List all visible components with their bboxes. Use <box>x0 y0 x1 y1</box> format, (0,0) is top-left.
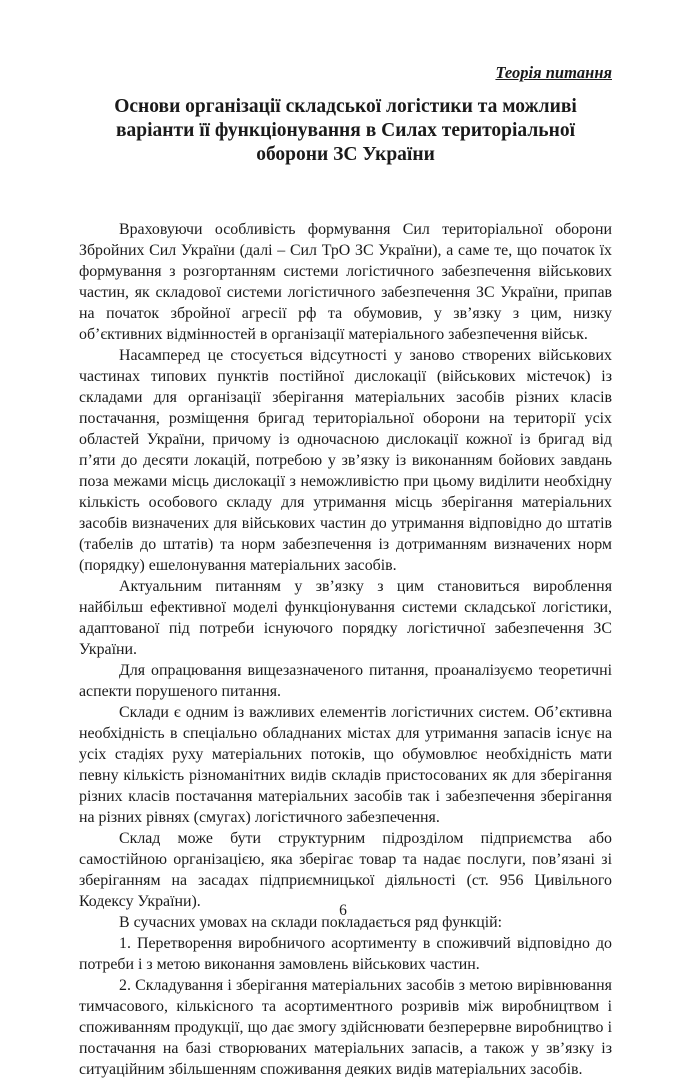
list-item: 2. Складування і зберігання матеріальних засобів з метою вирівнювання тимчасового, кількісного та асортиментного розривів між виробництвом і споживанням продукції, що дає змогу здійснювати безперервне виробництво і постачання на базі створюваних матеріальних запасів, а також у зв’язку із ситуаційним збільшенням споживання деяких видів матеріальних засобів. <box>79 977 612 1078</box>
page-number: 6 <box>339 902 347 919</box>
paragraph: В сучасних умовах на склади покладається ряд функцій: <box>119 914 503 931</box>
paragraph: Для опрацювання вищезазначеного питання, проаналізуємо теоретичні аспекти порушеного питання. <box>79 662 612 700</box>
article-title: Основи організації складської логістики та можливі варіанти її функціонування в Силах територіальної оборони ЗС України <box>114 96 577 165</box>
paragraph: Враховуючи особливість формування Сил територіальної оборони Збройних Сил України (далі – Сил ТрО ЗС України), а саме те, що початок їх формування з розгортанням системи логістичного забезпечення військових частин, як складової системи логістичного забезпечення ЗС України, припав на початок збройної агресії рф та обумовив, у зв’язку з цим, низку об’єктивних відмінностей в організації матеріального забезпечення військ. <box>79 221 612 343</box>
section-label: Теорія питання <box>495 63 612 82</box>
paragraph: Склад може бути структурним підрозділом підприємства або самостійною організацією, яка зберігає товар та надає послуги, пов’язані зі зберіганням на засадах підприємницької діяльності (ст. 956 Цивільного Кодексу України). <box>79 830 612 910</box>
list-item: 1. Перетворення виробничого асортименту в споживчий відповідно до потреби і з метою виконання замовлень військових частин. <box>79 935 612 973</box>
paragraph: Насамперед це стосується відсутності у заново створених військових частинах типових пунктів постійної дислокації (військових містечок) із складами для організації зберігання матеріальних засобів різних класів постачання, розміщення бригад територіальної оборони на території усіх областей України, причому із одночасною дислокації кожної із бригад від п’яти до десяти локацій, потребою у зв’язку із виконанням бойових завдань поза межами місць дислокації з неможливістю при цьому виділити необхідну кількість особового складу для утримання місць зберігання матеріальних засобів визначених для військових частин до утримання відповідно до штатів (табелів до штатів) та норм забезпечення із дотриманням визначених норм (порядку) ешелонування матеріальних засобів. <box>79 347 612 574</box>
article-body <box>79 219 612 1080</box>
paragraph: Склади є одним із важливих елементів логістичних систем. Об’єктивна необхідність в спеціально обладнаних містах для утримання запасів існує на усіх стадіях руху матеріальних потоків, що обумовлює необхідність мати певну кількість різноманітних видів складів пристосованих як для зберігання різних класів постачання матеріальних засобів так і забезпечення зберігання на різних рівнях (смугах) логістичного забезпечення. <box>79 704 612 826</box>
paragraph: Актуальним питанням у зв’язку з цим становиться вироблення найбільш ефективної моделі функціонування системи складської логістики, адаптованої під потреби існуючого порядку логістичної забезпечення ЗС України. <box>79 578 612 658</box>
